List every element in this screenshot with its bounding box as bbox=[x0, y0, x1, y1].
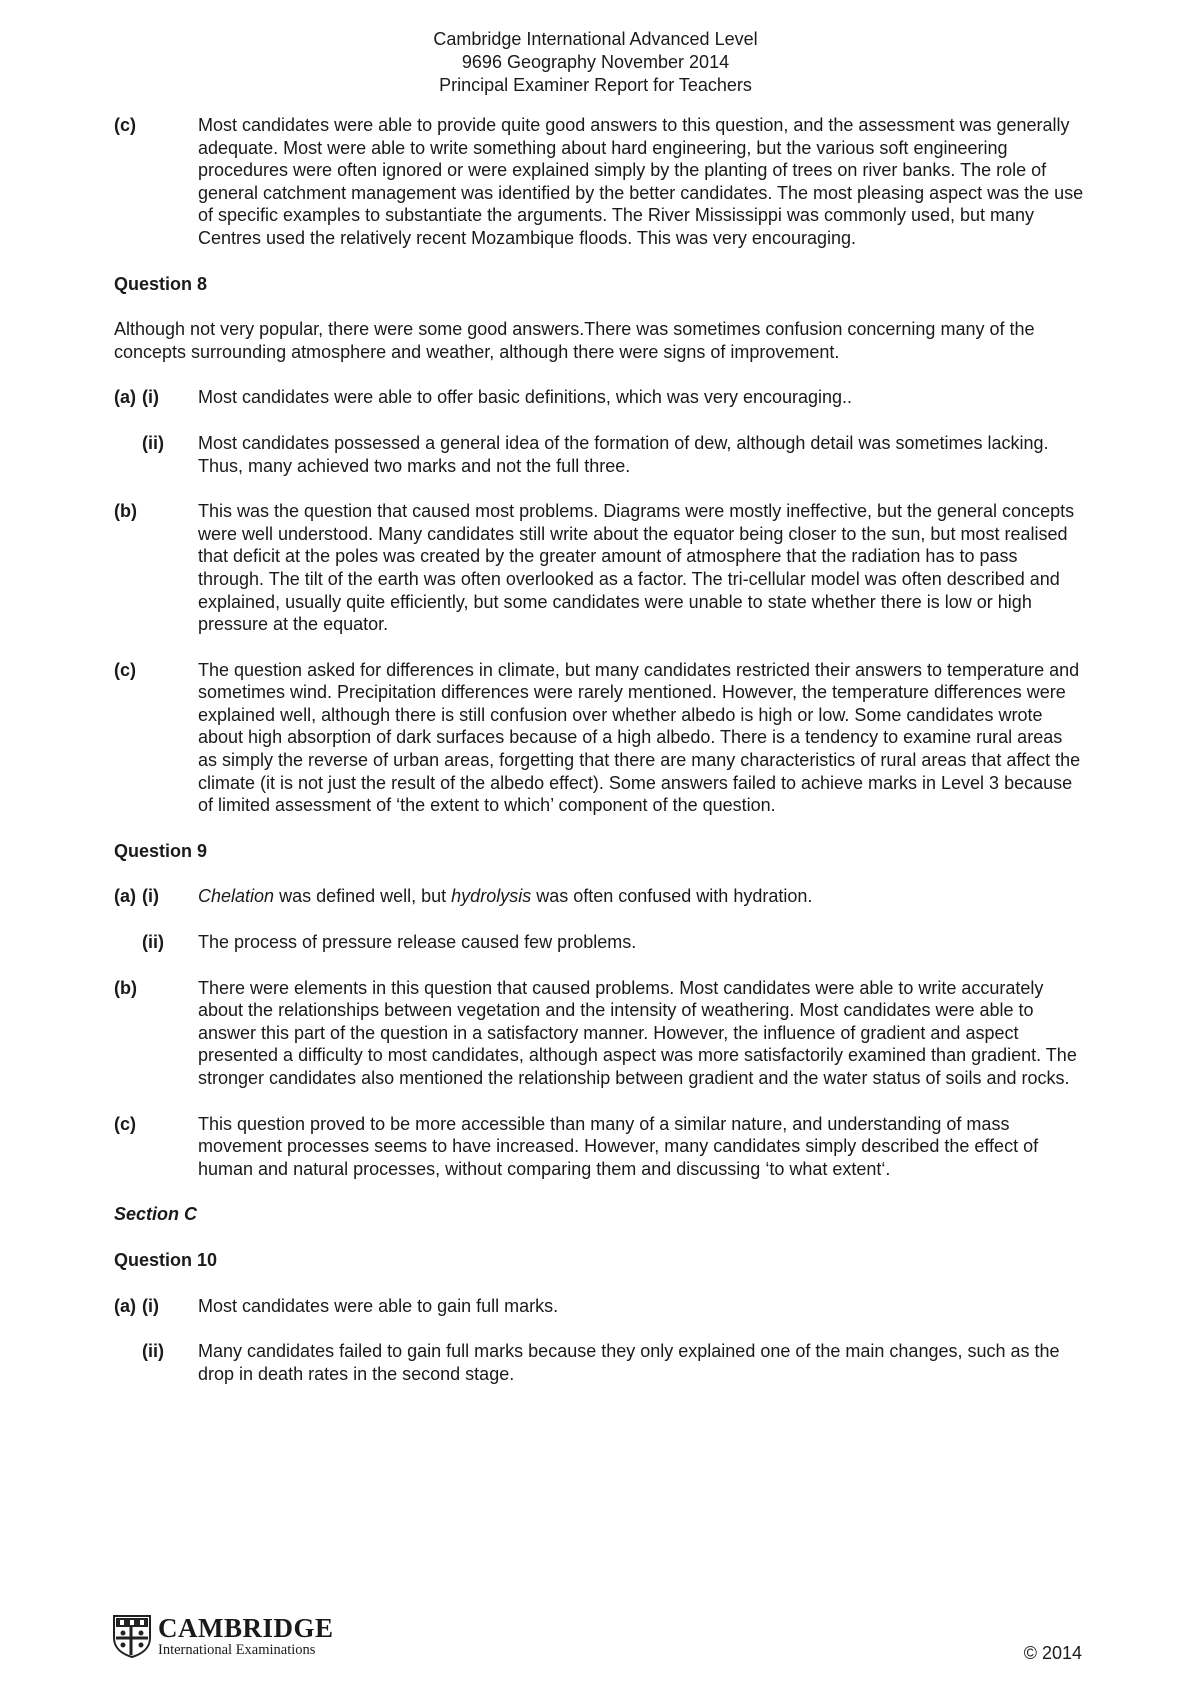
question-9-heading: Question 9 bbox=[114, 840, 208, 861]
part-label: (a) bbox=[114, 886, 136, 907]
report-body bbox=[114, 114, 1084, 1408]
q7-part-c bbox=[114, 114, 1084, 250]
q9-part-a-i bbox=[114, 885, 1084, 908]
part-text: Most candidates were able to offer basic definitions, which was very encouraging.. bbox=[198, 387, 853, 408]
header-line-1: Cambridge International Advanced Level bbox=[433, 29, 758, 49]
q8-part-c bbox=[114, 659, 1084, 817]
q10-part-a-ii bbox=[114, 1340, 1084, 1385]
part-label: (a) bbox=[114, 1295, 136, 1316]
part-text bbox=[198, 885, 1084, 908]
q9-part-b bbox=[114, 977, 1084, 1090]
part-text: This was the question that caused most problems. Diagrams were mostly ineffective, but the general concepts were well understood. Many candidates still write about the equator being closer to the sun, but most realised that deficit at the poles was created by the greater amount of atmosphere that the radiation has to pass through. The tilt of the earth was often overlooked as a factor. The tri-cellular model was often described and explained, usually quite efficiently, but some candidates were unable to state whether there is low or high pressure at the equator. bbox=[198, 501, 1075, 635]
part-text: Most candidates possessed a general idea of the formation of dew, although detail was sometimes lacking. Thus, many achieved two marks and not the full three. bbox=[198, 432, 1049, 476]
part-label: (c) bbox=[114, 1113, 136, 1134]
subpart-label: (i) bbox=[142, 387, 159, 408]
logo-subtitle: International Examinations bbox=[158, 1642, 316, 1658]
q8-part-a-ii bbox=[114, 432, 1084, 477]
question-10-heading: Question 10 bbox=[114, 1249, 218, 1270]
q10-part-a-i bbox=[114, 1295, 1084, 1318]
header-line-2: 9696 Geography November 2014 bbox=[461, 52, 730, 72]
part-text: The process of pressure release caused few problems. bbox=[198, 932, 637, 953]
section-c-heading: Section C bbox=[114, 1204, 198, 1225]
header-line-3: Principal Examiner Report for Teachers bbox=[439, 75, 752, 95]
part-text: Most candidates were able to provide quite good answers to this question, and the assessment was generally adequate. Most were able to write something about hard engineering, but the various soft engineering procedures were often ignored or were explained simply by the planting of trees on river banks. The role of general catchment management was identified by the better candidates. The most pleasing aspect was the use of specific examples to substantiate the arguments. The River Mississippi was commonly used, but many Centres used the relatively recent Mozambique floods. This was very encouraging. bbox=[198, 115, 1084, 248]
part-text: There were elements in this question that caused problems. Most candidates were able to write accurately about the relationships between vegetation and the intensity of weathering. Most candidates were able to answer this part of the question in a satisfactory manner. However, the influence of gradient and aspect presented a difficulty to most candidates, although aspect was more satisfactorily examined than gradient. The stronger candidates also mentioned the relationship between gradient and the water status of soils and rocks. bbox=[198, 977, 1077, 1088]
q9-part-a-ii bbox=[114, 931, 1084, 954]
q9-part-c bbox=[114, 1113, 1084, 1181]
subpart-label: (i) bbox=[142, 1295, 159, 1316]
logo-wordmark: CAMBRIDGE bbox=[158, 1613, 334, 1643]
subpart-label: (ii) bbox=[142, 432, 164, 453]
q8-part-b bbox=[114, 500, 1084, 636]
part-text: Most candidates were able to gain full marks. bbox=[198, 1295, 559, 1316]
page-header bbox=[0, 28, 1191, 97]
subpart-label: (ii) bbox=[142, 932, 164, 953]
part-text: Many candidates failed to gain full marks because they only explained one of the main changes, such as the drop in death rates in the second stage. bbox=[198, 1341, 1060, 1384]
term-hydrolysis: hydrolysis bbox=[451, 886, 532, 907]
copyright-notice: © 2014 bbox=[1023, 1643, 1082, 1663]
part-text: The question asked for differences in climate, but many candidates restricted their answers to temperature and sometimes wind. Precipitation differences were rarely mentioned. However, the temperature differences were explained well, although there is still confusion over whether albedo is high or low. Some candidates wrote about high absorption of dark surfaces because of a high albedo. There is a tendency to examine rural areas as simply the reverse of urban areas, forgetting that there are many characteristics of rural areas that affect the climate (it is not just the result of the albedo effect). Some answers failed to achieve marks in Level 3 because of limited assessment of ‘the extent to which’ component of the question. bbox=[198, 659, 1081, 816]
part-label: (c) bbox=[114, 659, 136, 680]
crest-icon bbox=[112, 1614, 152, 1658]
question-8-intro: Although not very popular, there were some good answers.There was sometimes confusion concerning many of the concepts surrounding atmosphere and weather, although there were signs of improvement. bbox=[114, 319, 1035, 362]
part-label: (a) bbox=[114, 387, 136, 408]
question-8-heading: Question 8 bbox=[114, 273, 208, 294]
subpart-label: (ii) bbox=[142, 1341, 164, 1362]
cambridge-logo bbox=[112, 1614, 334, 1658]
term-chelation: Chelation bbox=[198, 886, 275, 907]
part-label: (c) bbox=[114, 115, 136, 135]
subpart-label: (i) bbox=[142, 886, 159, 907]
part-label: (b) bbox=[114, 977, 137, 998]
part-text: This question proved to be more accessible than many of a similar nature, and understanding of mass movement processes seems to have increased. However, many candidates simply described the effect of human and natural processes, without comparing them and discussing ‘to what extent‘. bbox=[198, 1113, 1039, 1179]
q8-part-a-i bbox=[114, 386, 1084, 409]
text-fragment: was often confused with hydration. bbox=[531, 886, 813, 907]
part-label: (b) bbox=[114, 501, 137, 522]
text-fragment: was defined well, but bbox=[274, 886, 452, 907]
